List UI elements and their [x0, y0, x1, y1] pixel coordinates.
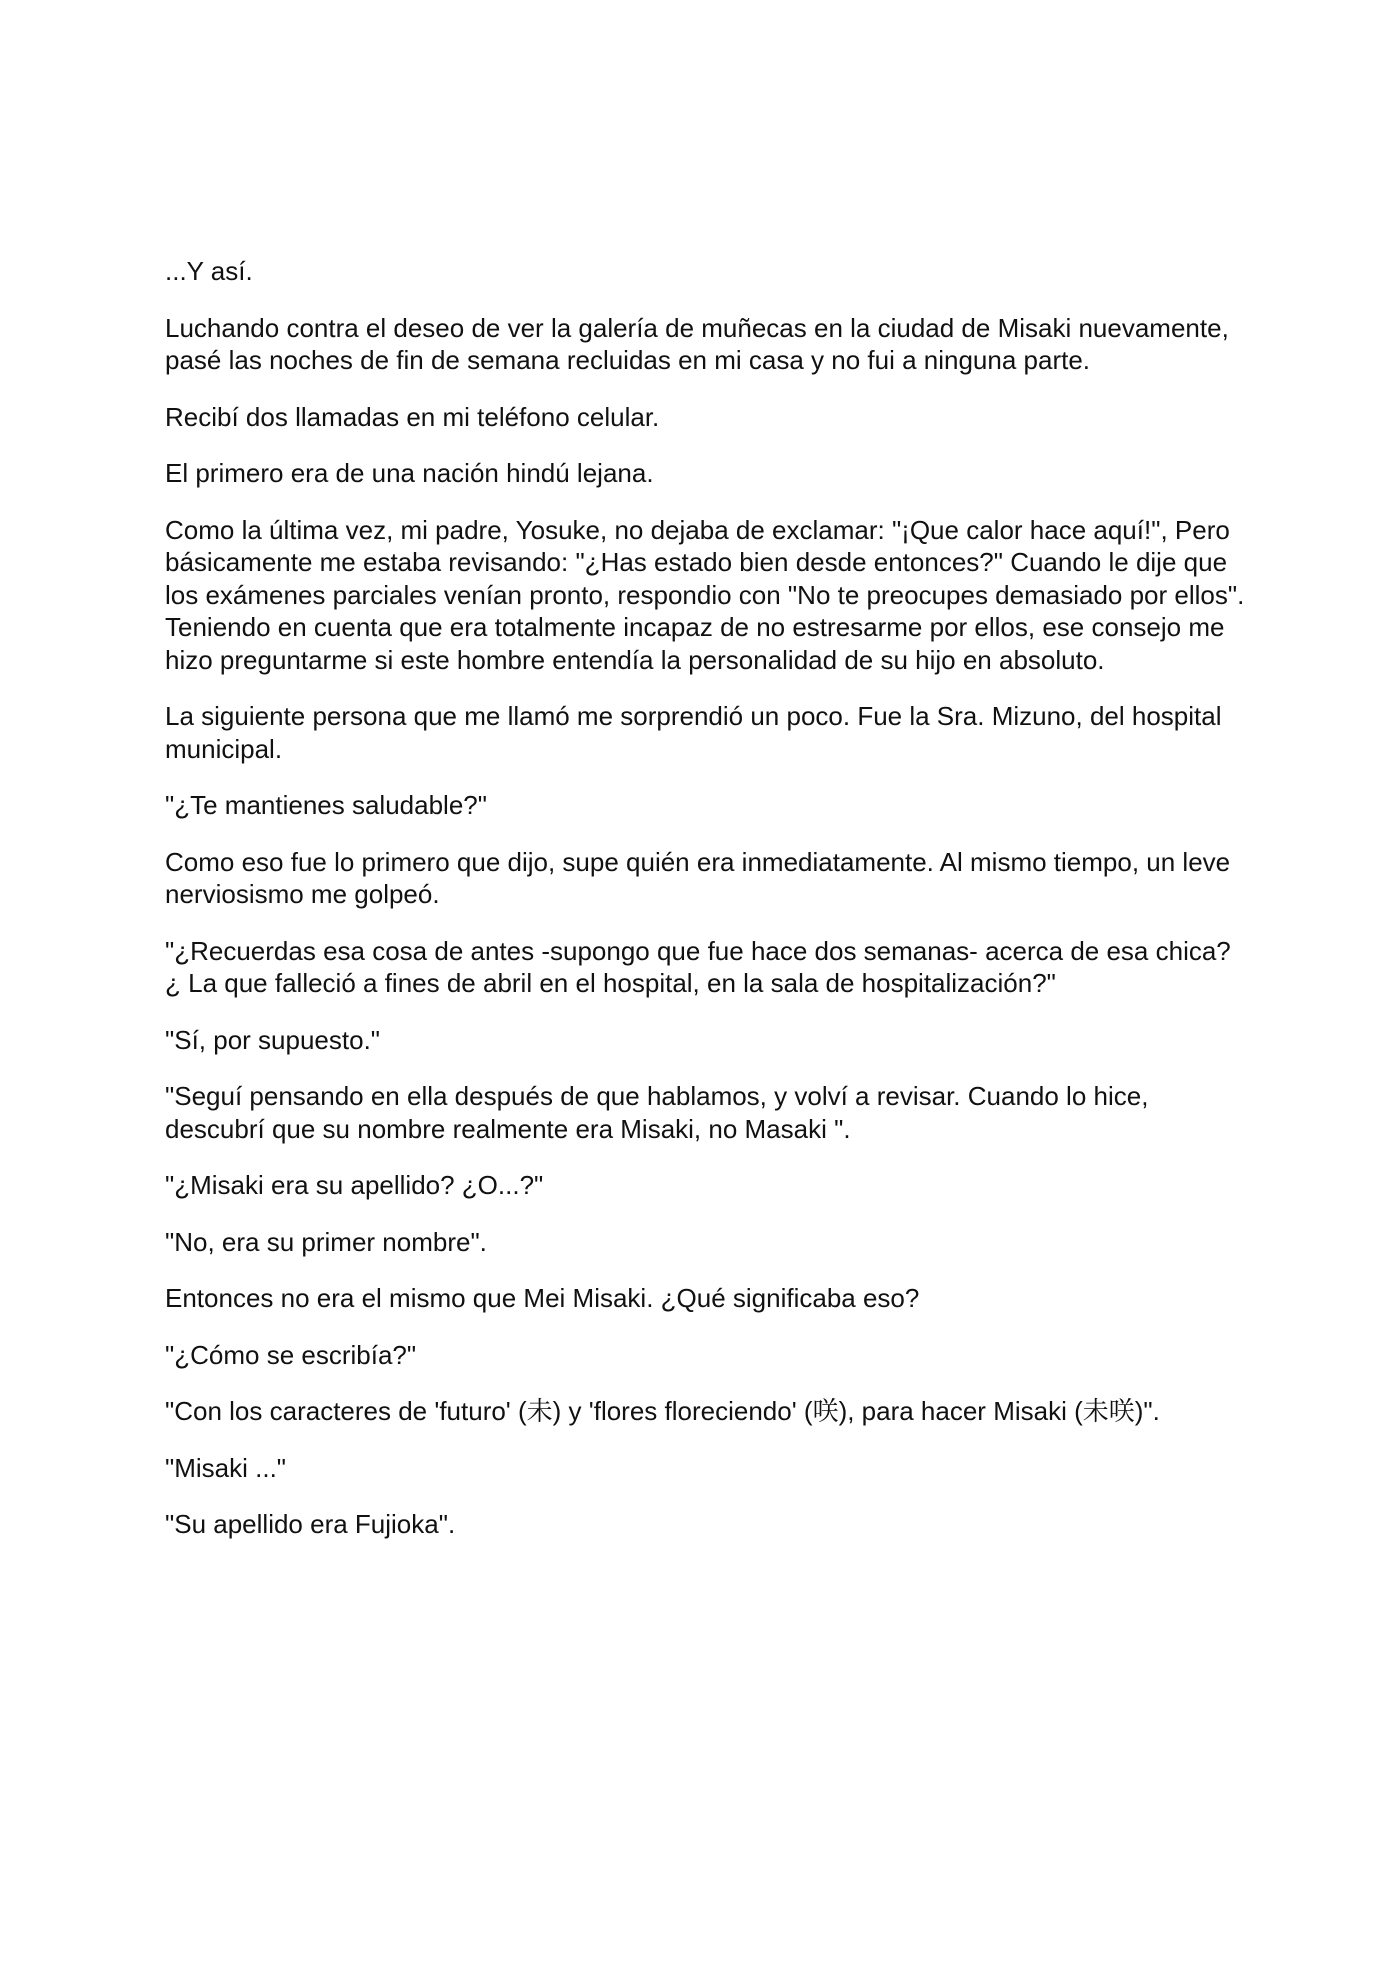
paragraph-8: Como eso fue lo primero que dijo, supe quién era inmediatamente. Al mismo tiempo, un leve nerviosismo me golpeó.	[165, 846, 1231, 909]
paragraph-2: Luchando contra el deseo de ver la galería de muñecas en la ciudad de Misaki nuevamente, pasé las noches de fin de semana recluidas en mi casa y no fui a ninguna parte.	[165, 312, 1229, 375]
paragraph-10: "Sí, por supuesto."	[165, 1024, 381, 1055]
paragraph-3: Recibí dos llamadas en mi teléfono celular.	[165, 401, 660, 432]
paragraph-11: "Seguí pensando en ella después de que hablamos, y volví a revisar. Cuando lo hice, descubrí que su nombre realmente era Misaki, no Masaki ".	[165, 1081, 1149, 1144]
paragraph-9: "¿Recuerdas esa cosa de antes -supongo que fue hace dos semanas- acerca de esa chica?¿ La que falleció a fines de abril en el hospital, en la sala de hospitalización?"	[165, 935, 1231, 998]
paragraph-13: "No, era su primer nombre".	[165, 1226, 487, 1257]
paragraph-17: "Misaki ..."	[165, 1452, 287, 1483]
paragraph-7: "¿Te mantienes saludable?"	[165, 790, 487, 820]
paragraph-5: Como la última vez, mi padre, Yosuke, no dejaba de exclamar: "¡Que calor hace aquí!", Pero básicamente me estaba revisando: "¿Has estado bien desde entonces?" Cuando le dije que los exámenes parciales venían pronto, respondio con "No te preocupes demasiado por ellos". Teniendo en cuenta que era totalmente incapaz de no estresarme por ellos, ese consejo me hizo preguntarme si este hombre entendía la personalidad de su hijo en absoluto.	[165, 514, 1245, 675]
paragraph-12: "¿Misaki era su apellido? ¿O...?"	[165, 1170, 544, 1200]
paragraph-15: "¿Cómo se escribía?"	[165, 1339, 417, 1370]
document-body	[165, 255, 1245, 1565]
paragraph-4: El primero era de una nación hindú lejana.	[165, 458, 654, 488]
paragraph-14: Entonces no era el mismo que Mei Misaki. ¿Qué significaba eso?	[165, 1283, 920, 1313]
paragraph-6: La siguiente persona que me llamó me sorprendió un poco. Fue la Sra. Mizuno, del hospital municipal.	[165, 701, 1222, 764]
paragraph-16: "Con los caracteres de 'futuro' (未) y 'flores floreciendo' (咲), para hacer Misaki (未咲)".	[165, 1396, 1160, 1426]
paragraph-18: "Su apellido era Fujioka".	[165, 1509, 456, 1539]
paragraph-1: ...Y así.	[165, 256, 253, 286]
